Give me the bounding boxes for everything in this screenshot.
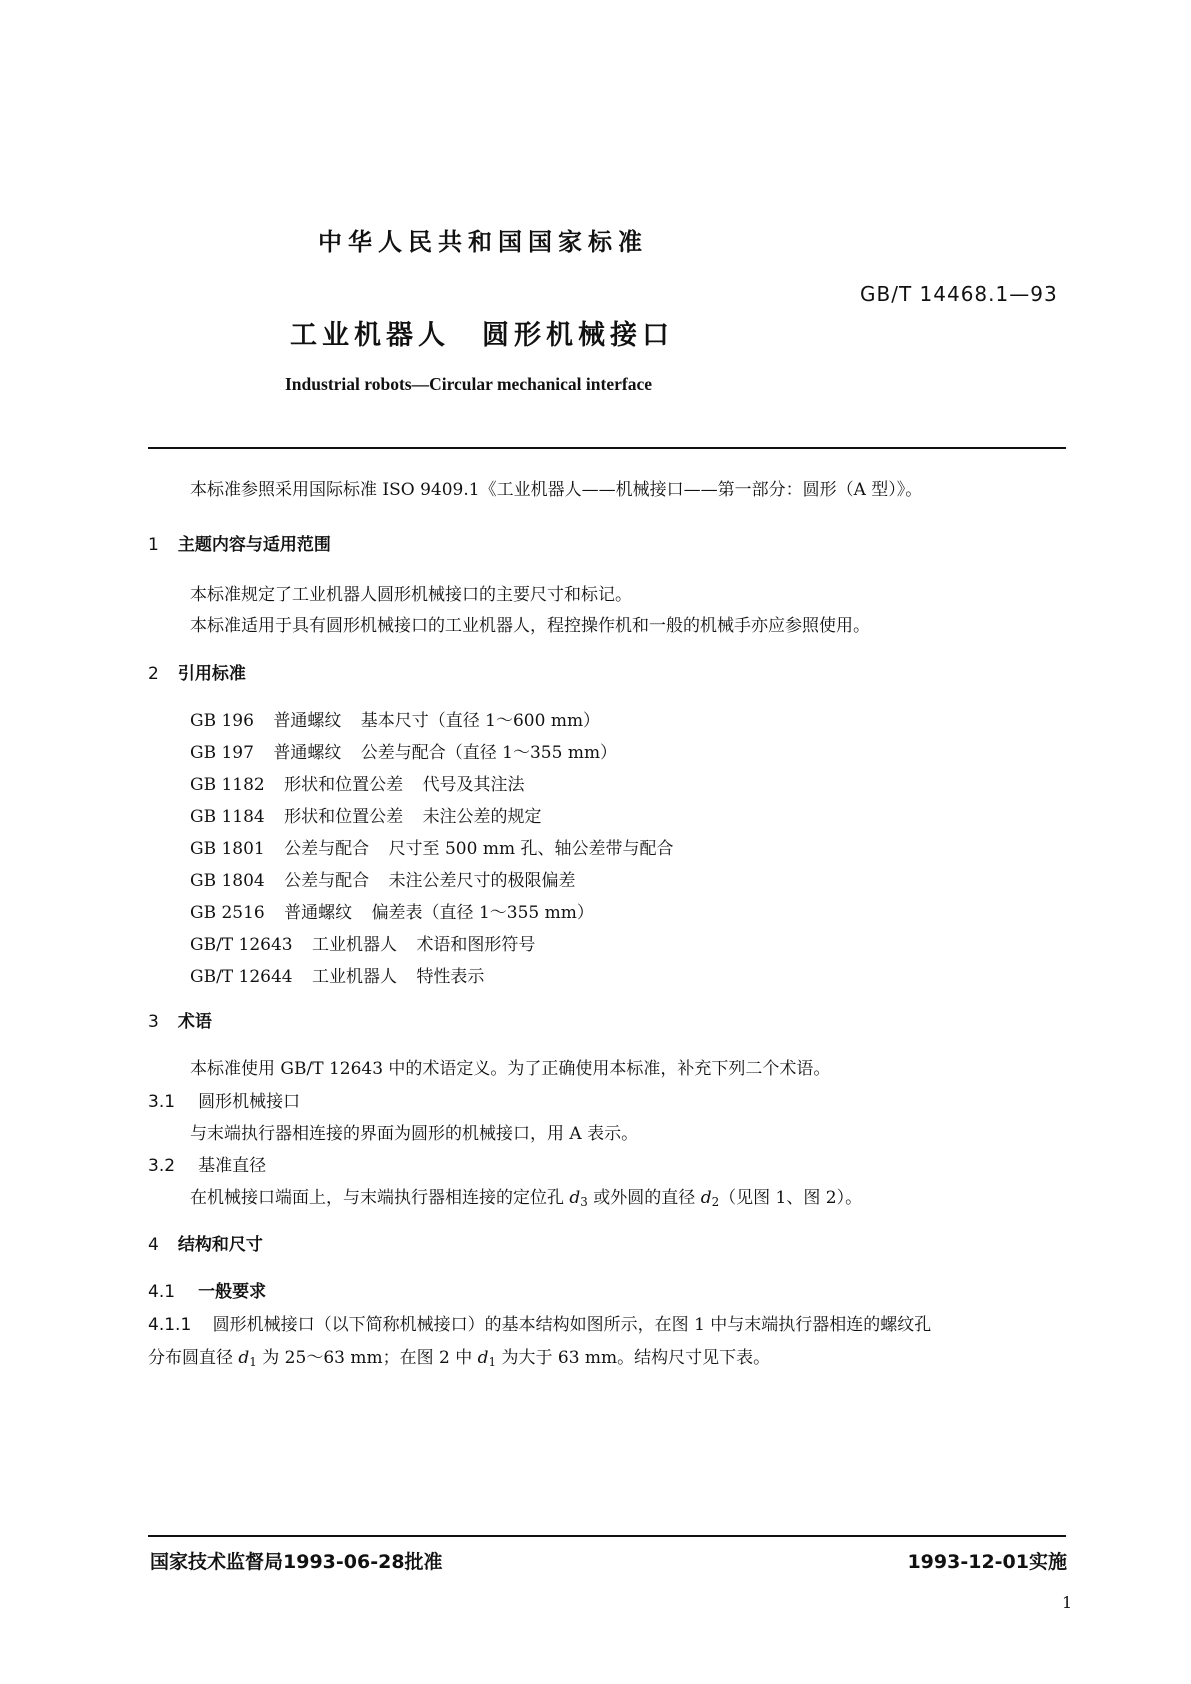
subsection-title: 基准直径 bbox=[198, 1156, 267, 1176]
reference-subject: 普通螺纹 bbox=[273, 743, 342, 763]
subsection-4-1-1-line-1 bbox=[148, 1310, 931, 1335]
footer-divider bbox=[148, 1535, 1066, 1537]
subsection-number: 4.1 bbox=[148, 1282, 176, 1302]
symbol-d: d bbox=[477, 1348, 489, 1368]
section-3-heading bbox=[148, 1007, 212, 1032]
reference-item bbox=[190, 802, 542, 827]
symbol-subscript: 1 bbox=[488, 1355, 497, 1369]
subsection-number: 3.2 bbox=[148, 1156, 176, 1176]
reference-item bbox=[190, 834, 673, 859]
symbol-subscript: 1 bbox=[249, 1355, 257, 1369]
reference-subject: 普通螺纹 bbox=[284, 903, 353, 923]
section-3-paragraph: 本标准使用 GB/T 12643 中的术语定义。为了正确使用本标准，补充下列二个术语。 bbox=[190, 1059, 831, 1079]
national-standard-heading: 中华人民共和国国家标准 bbox=[318, 228, 648, 256]
reference-topic: 公差与配合（直径 1～355 mm） bbox=[360, 743, 618, 763]
reference-topic: 未注公差的规定 bbox=[422, 807, 542, 827]
reference-item bbox=[190, 962, 484, 987]
reference-item bbox=[190, 898, 594, 923]
symbol-subscript: 2 bbox=[711, 1195, 720, 1209]
reference-code: GB 1184 bbox=[190, 807, 265, 827]
subsection-title: 圆形机械接口 bbox=[198, 1092, 301, 1112]
subsection-number: 4.1.1 bbox=[148, 1315, 192, 1335]
reference-subject: 形状和位置公差 bbox=[284, 807, 404, 827]
reference-topic: 基本尺寸（直径 1～600 mm） bbox=[360, 711, 601, 731]
document-title-en: Industrial robots—Circular mechanical interface bbox=[285, 374, 652, 394]
subsection-number: 3.1 bbox=[148, 1092, 176, 1112]
reference-subject: 普通螺纹 bbox=[273, 711, 342, 731]
page-number: 1 bbox=[1062, 1593, 1073, 1612]
reference-code: GB 1804 bbox=[190, 871, 265, 891]
reference-subject: 形状和位置公差 bbox=[284, 775, 404, 795]
section-title: 引用标准 bbox=[177, 664, 246, 684]
text-segment: 分布圆直径 bbox=[148, 1348, 239, 1368]
reference-code: GB 197 bbox=[190, 743, 254, 763]
reference-topic: 尺寸至 500 mm 孔、轴公差带与配合 bbox=[388, 839, 674, 859]
section-number: 3 bbox=[148, 1012, 159, 1032]
symbol-d: d bbox=[569, 1188, 581, 1208]
subsection-4-1-heading bbox=[148, 1277, 266, 1302]
subsection-4-1-1-line-2 bbox=[148, 1343, 770, 1369]
text-segment: 圆形机械接口（以下简称机械接口）的基本结构如图所示，在图 1 中与末端执行器相连的螺纹孔 bbox=[212, 1315, 932, 1335]
reference-item bbox=[190, 706, 600, 731]
section-title: 主题内容与适用范围 bbox=[177, 535, 331, 555]
section-number: 4 bbox=[148, 1235, 159, 1255]
reference-topic: 特性表示 bbox=[416, 967, 485, 987]
reference-topic: 偏差表（直径 1～355 mm） bbox=[371, 903, 594, 923]
reference-subject: 工业机器人 bbox=[312, 967, 398, 987]
text-segment: 或外圆的直径 bbox=[587, 1188, 701, 1208]
section-title: 结构和尺寸 bbox=[177, 1235, 263, 1255]
text-segment: 为 25～63 mm；在图 2 中 bbox=[256, 1348, 478, 1368]
reference-item bbox=[190, 866, 576, 891]
section-title: 术语 bbox=[177, 1012, 212, 1032]
subsection-3-1-text: 与末端执行器相连接的界面为圆形的机械接口，用 A 表示。 bbox=[190, 1124, 639, 1144]
section-1-heading bbox=[148, 530, 331, 555]
section-1-paragraph-1: 本标准规定了工业机器人圆形机械接口的主要尺寸和标记。 bbox=[190, 585, 632, 605]
subsection-title: 一般要求 bbox=[198, 1282, 267, 1302]
intro-paragraph: 本标准参照采用国际标准 ISO 9409.1《工业机器人——机械接口——第一部分：圆形（A 型）》。 bbox=[190, 480, 923, 500]
subsection-3-2-heading bbox=[148, 1151, 266, 1176]
symbol-subscript: 3 bbox=[580, 1195, 588, 1209]
reference-subject: 工业机器人 bbox=[312, 935, 398, 955]
reference-topic: 代号及其注法 bbox=[422, 775, 525, 795]
reference-item bbox=[190, 738, 617, 763]
implementation-date: 1993-12-01实施 bbox=[907, 1551, 1067, 1573]
section-2-heading bbox=[148, 659, 246, 684]
reference-topic: 未注公差尺寸的极限偏差 bbox=[388, 871, 576, 891]
header-divider bbox=[148, 447, 1066, 449]
standard-code: GB/T 14468.1—93 bbox=[860, 282, 1058, 306]
reference-topic: 术语和图形符号 bbox=[416, 935, 536, 955]
section-number: 1 bbox=[148, 535, 159, 555]
reference-code: GB 196 bbox=[190, 711, 254, 731]
text-segment: 在机械接口端面上，与末端执行器相连接的定位孔 bbox=[190, 1188, 570, 1208]
reference-code: GB 1182 bbox=[190, 775, 265, 795]
text-segment: 为大于 63 mm。结构尺寸见下表。 bbox=[496, 1348, 771, 1368]
reference-item bbox=[190, 770, 525, 795]
text-segment: （见图 1、图 2）。 bbox=[719, 1188, 863, 1208]
reference-item bbox=[190, 930, 535, 955]
reference-subject: 公差与配合 bbox=[284, 871, 370, 891]
reference-code: GB/T 12644 bbox=[190, 967, 293, 987]
symbol-d: d bbox=[700, 1188, 712, 1208]
approval-line: 国家技术监督局1993-06-28批准 bbox=[150, 1551, 443, 1573]
section-number: 2 bbox=[148, 664, 159, 684]
section-4-heading bbox=[148, 1230, 263, 1255]
section-1-paragraph-2: 本标准适用于具有圆形机械接口的工业机器人，程控操作机和一般的机械手亦应参照使用。 bbox=[190, 616, 870, 636]
reference-subject: 公差与配合 bbox=[284, 839, 370, 859]
reference-code: GB 1801 bbox=[190, 839, 265, 859]
document-title-cn: 工业机器人 圆形机械接口 bbox=[290, 320, 674, 351]
reference-code: GB 2516 bbox=[190, 903, 265, 923]
symbol-d: d bbox=[238, 1348, 250, 1368]
subsection-3-1-heading bbox=[148, 1087, 300, 1112]
reference-code: GB/T 12643 bbox=[190, 935, 293, 955]
subsection-3-2-text bbox=[190, 1183, 862, 1209]
